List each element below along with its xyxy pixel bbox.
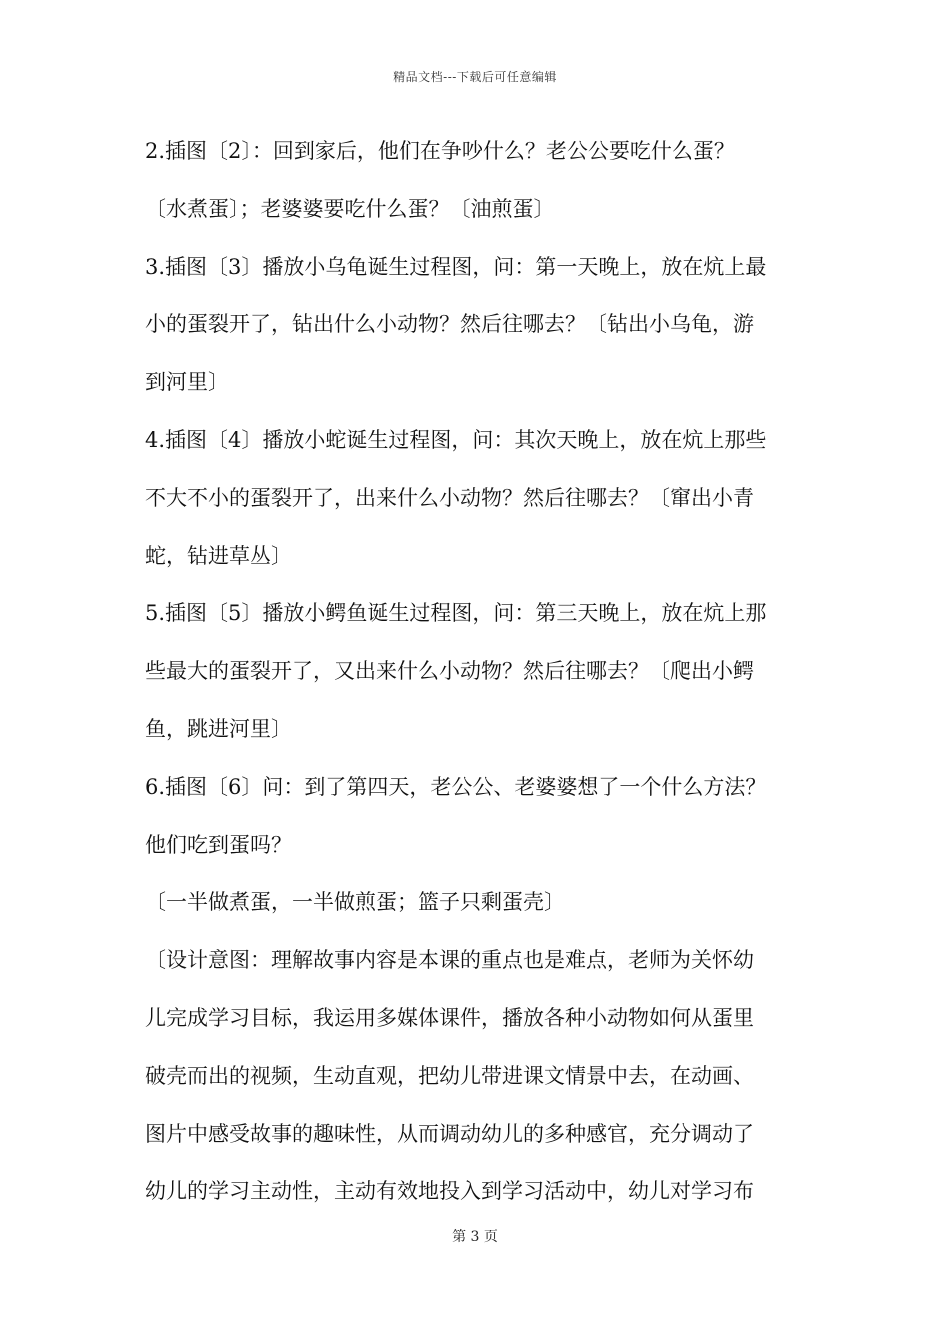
text-line: 2.插图〔2〕：回到家后，他们在争吵什么？老公公要吃什么蛋？ — [145, 139, 735, 163]
page-number: 第 3 页 — [452, 1229, 498, 1245]
text-line: 幼儿的学习主动性，主动有效地投入到学习活动中，幼儿对学习布 — [145, 1179, 754, 1204]
text-line: 6.插图〔6〕问：到了第四天，老公公、老婆婆想了一个什么方法？ — [145, 774, 767, 799]
text-line: 〔水煮蛋〕；老婆婆要吃什么蛋？〔油煎蛋〕 — [145, 196, 555, 221]
page-header: 精品文档---下载后可任意编辑 — [393, 70, 557, 84]
text-line: 些最大的蛋裂开了，又出来什么小动物？然后往哪去？〔爬出小鳄 — [145, 659, 754, 684]
text-line: 4.插图〔4〕播放小蛇诞生过程图，问：其次天晚上，放在炕上那些 — [145, 427, 767, 452]
text-line: 儿完成学习目标，我运用多媒体课件，播放各种小动物如何从蛋里 — [145, 1005, 754, 1030]
text-line: 到河里〕 — [145, 370, 229, 395]
text-line: 破壳而出的视频，生动直观，把幼儿带进课文情景中去，在动画、 — [145, 1063, 754, 1088]
text-line: 他们吃到蛋吗？ — [145, 832, 292, 857]
text-line: 3.插图〔3〕播放小乌龟诞生过程图，问：第一天晚上，放在炕上最 — [145, 254, 767, 279]
text-line: 5.插图〔5〕播放小鳄鱼诞生过程图，问：第三天晚上，放在炕上那 — [145, 601, 767, 626]
text-line: 鱼，跳进河里〕 — [145, 716, 292, 741]
text-line: 小的蛋裂开了，钻出什么小动物？然后往哪去？〔钻出小乌龟，游 — [145, 312, 754, 337]
text-line: 〔设计意图：理解故事内容是本课的重点也是难点，老师为关怀幼 — [145, 948, 754, 973]
text-line: 图片中感受故事的趣味性，从而调动幼儿的多种感官，充分调动了 — [145, 1121, 754, 1146]
document-body — [145, 128, 810, 1226]
text-line: 蛇，钻进草丛〕 — [145, 543, 292, 568]
text-line: 不大不小的蛋裂开了，出来什么小动物？然后往哪去？〔窜出小青 — [145, 485, 754, 510]
text-line: 〔一半做煮蛋，一半做煎蛋；篮子只剩蛋壳〕 — [145, 890, 565, 915]
